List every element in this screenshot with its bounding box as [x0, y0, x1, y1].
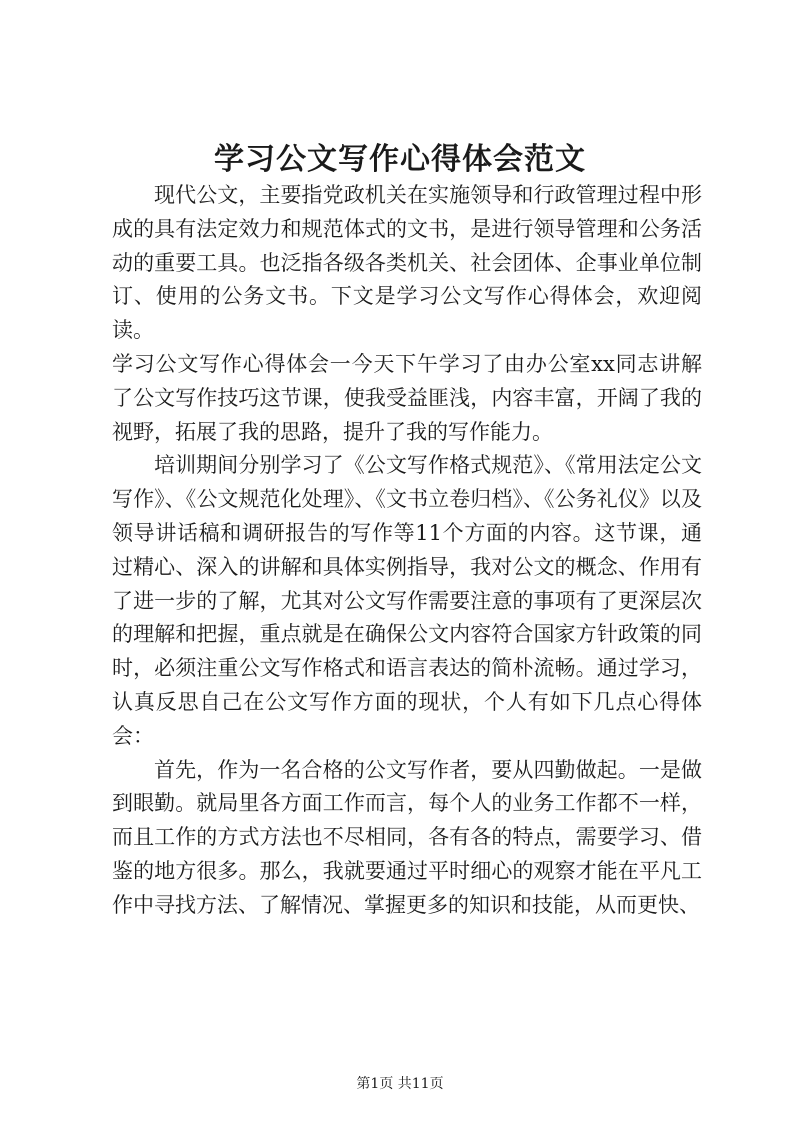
document-body: [112, 179, 702, 923]
page-number-footer: 第1页 共11页: [356, 1076, 444, 1092]
paragraph: 现代公文，主要指党政机关在实施领导和行政管理过程中形成的具有法定效力和规范体式的文书，是进行领导管理和公务活动的重要工具。也泛指各级各类机关、社会团体、企事业单位制订、使用的公务文书。下文是学习公文写作心得体会，欢迎阅读。: [112, 183, 702, 343]
document-title: 学习公文写作心得体会范文: [214, 142, 586, 177]
paragraph: 学习公文写作心得体会一今天下午学习了由办公室xx同志讲解了公文写作技巧这节课，使我受益匪浅，内容丰富，开阔了我的视野，拓展了我的思路，提升了我的写作能力。: [112, 351, 702, 444]
paragraph: 首先，作为一名合格的公文写作者，要从四勤做起。一是做到眼勤。就局里各方面工作而言，每个人的业务工作都不一样，而且工作的方式方法也不尽相同，各有各的特点，需要学习、借鉴的地方很多。那么，我就要通过平时细心的观察才能在平凡工作中寻找方法、了解情况、掌握更多的知识和技能，从而更快、: [112, 757, 702, 917]
paragraph: 培训期间分别学习了《公文写作格式规范》、《常用法定公文写作》、《公文规范化处理》、《文书立卷归档》、《公务礼仪》以及领导讲话稿和调研报告的写作等11个方面的内容。这节课，通过精心、深入的讲解和具体实例指导，我对公文的概念、作用有了进一步的了解，尤其对公文写作需要注意的事项有了更深层次的理解和把握，重点就是在确保公文内容符合国家方针政策的同时，必须注重公文写作格式和语言表达的简朴流畅。通过学习，认真反思自己在公文写作方面的现状，个人有如下几点心得体会：: [112, 453, 702, 748]
